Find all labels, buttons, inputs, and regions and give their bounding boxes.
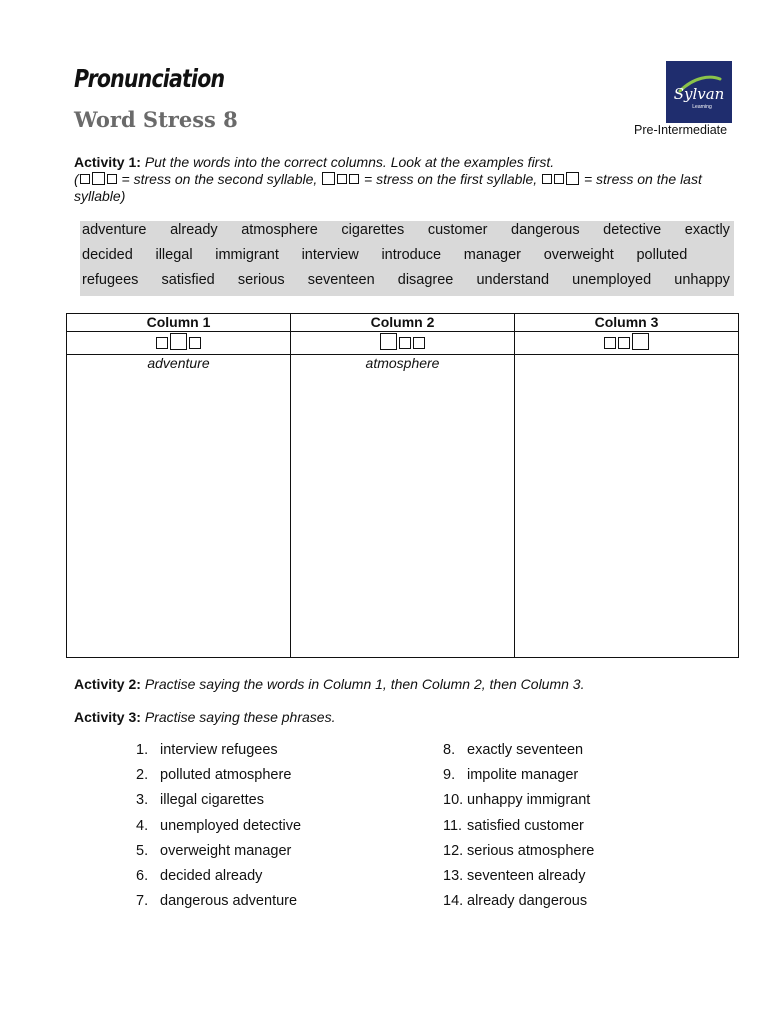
activity2-label: Activity 2: bbox=[74, 676, 141, 692]
list-item: 2. polluted atmosphere bbox=[136, 767, 292, 784]
word-bank bbox=[80, 221, 734, 296]
word-bank-row-2 bbox=[82, 247, 730, 263]
word: adventure bbox=[82, 222, 147, 238]
example-word: atmosphere bbox=[365, 355, 440, 371]
list-item: 8. exactly seventeen bbox=[443, 742, 584, 758]
word: atmosphere bbox=[241, 222, 318, 238]
stress-pattern-2nd-icon bbox=[67, 332, 291, 355]
word: manager bbox=[463, 247, 522, 263]
activity2-block bbox=[74, 676, 584, 692]
columns-table bbox=[66, 313, 739, 658]
activity1-label: Activity 1: bbox=[74, 154, 141, 170]
example-word: adventure bbox=[147, 355, 210, 371]
stress-pattern-row bbox=[67, 332, 739, 355]
phrase-list-right bbox=[443, 738, 594, 914]
logo-text: Sylvan bbox=[673, 85, 725, 103]
list-item: 6. decided already bbox=[136, 868, 263, 885]
word: already bbox=[170, 222, 218, 238]
list-item: 1. interview refugees bbox=[136, 742, 278, 758]
word: refugees bbox=[82, 272, 139, 288]
column-header: Column 1 bbox=[67, 314, 291, 332]
key-open: ( bbox=[74, 171, 79, 187]
word-bank-row-1 bbox=[82, 222, 730, 238]
activity1-instruction: Put the words into the correct columns. Look at the examples first. bbox=[144, 154, 555, 170]
column-header: Column 3 bbox=[515, 314, 739, 332]
word: satisfied bbox=[161, 272, 215, 288]
word: dangerous bbox=[511, 222, 580, 238]
stress-pattern-2nd-icon bbox=[79, 171, 118, 187]
word-bank-row-3 bbox=[82, 272, 730, 288]
list-item: 12. serious atmosphere bbox=[443, 842, 595, 859]
word: decided bbox=[82, 247, 133, 263]
word: unhappy bbox=[674, 272, 730, 288]
word: disagree bbox=[397, 272, 454, 288]
list-item: 10. unhappy immigrant bbox=[443, 792, 591, 809]
list-item: 7. dangerous adventure bbox=[136, 893, 298, 910]
phrase-list-left bbox=[136, 738, 301, 914]
column-2-answers[interactable] bbox=[291, 355, 515, 658]
column-3-answers[interactable] bbox=[515, 355, 739, 658]
column-1-answers[interactable] bbox=[67, 355, 291, 658]
word: exactly bbox=[684, 222, 730, 238]
logo-subtext: Learning bbox=[692, 104, 712, 110]
word: understand bbox=[476, 272, 550, 288]
answer-row bbox=[67, 355, 739, 658]
activity3-label: Activity 3: bbox=[74, 709, 141, 725]
list-item: 14. already dangerous bbox=[443, 893, 588, 910]
word: immigrant bbox=[215, 247, 279, 263]
stress-pattern-1st-icon bbox=[291, 332, 515, 355]
word: unemployed bbox=[572, 272, 652, 288]
stress-pattern-1st-icon bbox=[321, 171, 360, 187]
activity3-block bbox=[74, 709, 335, 725]
word: illegal bbox=[155, 247, 193, 263]
word: overweight bbox=[543, 247, 614, 263]
word: serious bbox=[237, 272, 285, 288]
list-item: 13. seventeen already bbox=[443, 868, 586, 885]
word: cigarettes bbox=[341, 222, 405, 238]
list-item: 3. illegal cigarettes bbox=[136, 792, 264, 809]
word: interview bbox=[301, 247, 359, 263]
word: introduce bbox=[381, 247, 442, 263]
sylvan-logo bbox=[666, 61, 732, 123]
stress-pattern-last-icon bbox=[515, 332, 739, 355]
word: seventeen bbox=[307, 272, 375, 288]
word: detective bbox=[603, 222, 662, 238]
column-header: Column 2 bbox=[291, 314, 515, 332]
list-item: 5. overweight manager bbox=[136, 842, 292, 859]
list-item: 11. satisfied customer bbox=[443, 817, 584, 834]
key-first: = stress on the first syllable, bbox=[360, 171, 542, 187]
list-item: 9. impolite manager bbox=[443, 767, 579, 784]
word: polluted bbox=[636, 247, 688, 263]
activity3-instruction: Practise saying these phrases. bbox=[144, 709, 336, 725]
activity2-instruction: Practise saying the words in Column 1, then Column 2, then Column 3. bbox=[144, 676, 585, 692]
key-last: = stress on the last syllable) bbox=[74, 171, 702, 204]
stress-pattern-last-icon bbox=[541, 171, 580, 187]
page-subtitle: Word Stress 8 bbox=[74, 107, 238, 132]
key-second: = stress on the second syllable, bbox=[117, 171, 322, 187]
list-item: 4. unemployed detective bbox=[136, 817, 302, 834]
page-title: Pronunciation bbox=[74, 64, 225, 93]
columns-header-row bbox=[67, 314, 739, 332]
word: customer bbox=[427, 222, 488, 238]
activity1-block bbox=[74, 154, 734, 205]
level-label: Pre-Intermediate bbox=[634, 123, 728, 137]
